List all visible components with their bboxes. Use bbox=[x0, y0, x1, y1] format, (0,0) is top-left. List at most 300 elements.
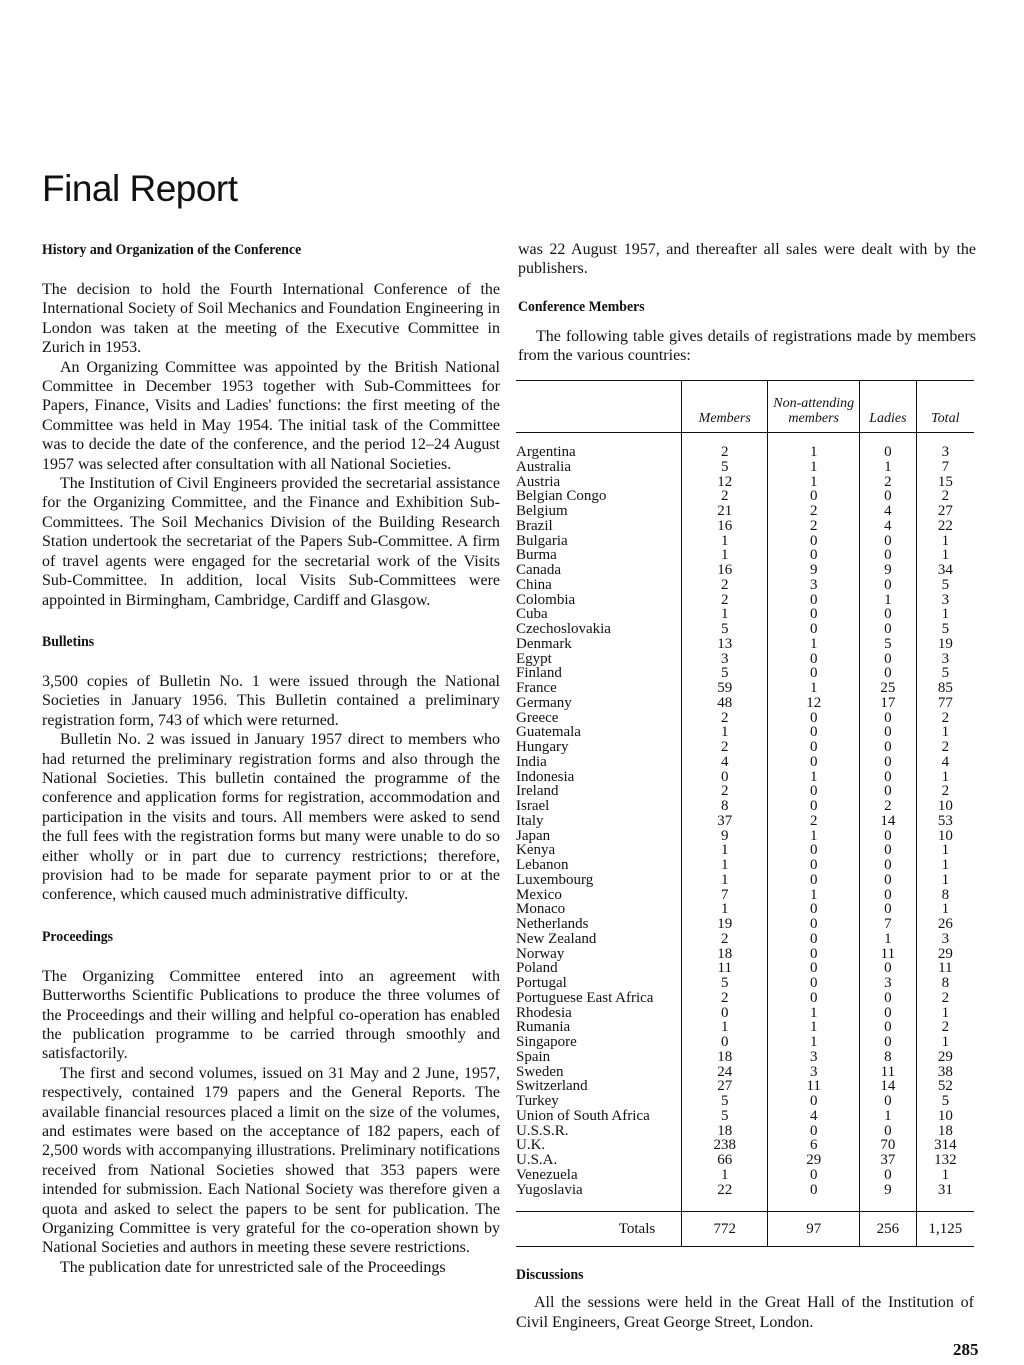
total-cell: 29 bbox=[916, 947, 974, 962]
country-cell: Argentina bbox=[516, 444, 576, 460]
total-cell: 18 bbox=[916, 1124, 974, 1139]
ladies-cell: 0 bbox=[860, 711, 916, 726]
non-attending-cell: 3 bbox=[768, 1050, 860, 1065]
total-cell: 11 bbox=[916, 961, 974, 976]
members-cell: 1 bbox=[682, 607, 768, 622]
country-cell: Finland bbox=[516, 665, 562, 682]
total-cell: 52 bbox=[916, 1079, 974, 1094]
ladies-cell: 0 bbox=[860, 991, 916, 1006]
members-heading: Conference Members bbox=[518, 298, 645, 315]
ladies-cell: 0 bbox=[860, 829, 916, 844]
table-row bbox=[516, 666, 974, 681]
non-attending-cell: 0 bbox=[768, 932, 860, 947]
proceedings-paragraph-2: The first and second volumes, issued on 31 May and 2 June, 1957, respectively, contained 179 papers and the General Reports. The available financial resources placed a limit on the size of the volumes, and estimates were based on the acceptance of 182 papers, each of 2,500 words with accompanying illustrations. Preliminary notifications received from National Societies showed that 353 papers were intended for submission. Each National Society was therefore given a quota and asked to select the papers to be sent for publication. The Organizing Committee is very grateful for the co-operation shown by National Societies and authors in meeting these severe restrictions. bbox=[42, 1064, 500, 1257]
members-cell: 1 bbox=[682, 548, 768, 563]
total-cell: 77 bbox=[916, 696, 974, 711]
ladies-cell: 5 bbox=[860, 637, 916, 652]
non-attending-cell: 0 bbox=[768, 593, 860, 608]
total-cell: 2 bbox=[916, 784, 974, 799]
members-cell: 12 bbox=[682, 475, 768, 490]
ladies-cell: 0 bbox=[860, 902, 916, 917]
total-cell: 5 bbox=[916, 578, 974, 593]
table-row bbox=[516, 1124, 974, 1139]
total-cell: 132 bbox=[916, 1153, 974, 1168]
ladies-cell: 1 bbox=[860, 1109, 916, 1124]
members-cell: 9 bbox=[682, 829, 768, 844]
members-cell: 5 bbox=[682, 976, 768, 991]
members-cell: 66 bbox=[682, 1153, 768, 1168]
ladies-cell: 0 bbox=[860, 740, 916, 755]
ladies-cell: 0 bbox=[860, 578, 916, 593]
total-cell: 2 bbox=[916, 740, 974, 755]
history-paragraph-3: The Institution of Civil Engineers provided the secretarial assistance for the Organizing Committee, and the Finance and Exhibition Sub-Committees. The Soil Mechanics Division of the Building Research Station undertook the secretariat of the Papers Sub-Committee. A firm of travel agents were engaged for the secretarial work of the Visits Sub-Committee. In addition, local Visits Sub-Committees were appointed in Birmingham, Cambridge, Cardiff and Glasgow. bbox=[42, 475, 500, 609]
members-cell: 13 bbox=[682, 637, 768, 652]
ladies-cell: 9 bbox=[860, 563, 916, 578]
ladies-cell: 0 bbox=[860, 1035, 916, 1050]
table-row bbox=[516, 622, 974, 637]
non-attending-cell: 0 bbox=[768, 622, 860, 637]
country-cell: Burma bbox=[516, 547, 557, 564]
page-number: 285 bbox=[953, 1340, 979, 1359]
members-cell: 5 bbox=[682, 1094, 768, 1109]
non-attending-cell: 0 bbox=[768, 1168, 860, 1183]
non-attending-cell: 0 bbox=[768, 961, 860, 976]
proceedings-paragraph-1: The Organizing Committee entered into an agreement with Butterworths Scientific Publications to produce the three volumes of the Proceedings and their willing and helpful co-operation has enabled the publication programme to be carried through smoothly and satisfactorily. bbox=[42, 967, 500, 1063]
ladies-cell: 0 bbox=[860, 873, 916, 888]
ladies-cell: 0 bbox=[860, 1094, 916, 1109]
total-cell: 3 bbox=[916, 652, 974, 667]
total-cell: 29 bbox=[916, 1050, 974, 1065]
table-row bbox=[516, 593, 974, 608]
table-row bbox=[516, 1020, 974, 1035]
members-cell: 2 bbox=[682, 445, 768, 460]
non-attending-cell: 0 bbox=[768, 711, 860, 726]
total-cell: 1 bbox=[916, 1168, 974, 1183]
table-row bbox=[516, 1153, 974, 1168]
country-cell: Portugal bbox=[516, 975, 567, 991]
left-column bbox=[42, 240, 500, 1277]
total-cell: 85 bbox=[916, 681, 974, 696]
members-cell: 2 bbox=[682, 489, 768, 504]
header-members: Members bbox=[682, 381, 768, 433]
country-cell: Norway bbox=[516, 945, 565, 962]
non-attending-cell: 3 bbox=[768, 578, 860, 593]
ladies-cell: 0 bbox=[860, 489, 916, 504]
ladies-cell: 1 bbox=[860, 593, 916, 608]
total-cell: 3 bbox=[916, 593, 974, 608]
proceedings-heading: Proceedings bbox=[42, 928, 114, 945]
non-attending-cell: 1 bbox=[768, 475, 860, 490]
discussions-text: All the sessions were held in the Great Hall of the Institution of Civil Engineers, Great George Street, London. bbox=[516, 1294, 974, 1331]
total-cell: 5 bbox=[916, 666, 974, 681]
table-row bbox=[516, 843, 974, 858]
ladies-cell: 70 bbox=[860, 1138, 916, 1153]
non-attending-cell: 0 bbox=[768, 873, 860, 888]
non-attending-cell: 11 bbox=[768, 1079, 860, 1094]
non-attending-cell: 0 bbox=[768, 755, 860, 770]
country-cell: Japan bbox=[516, 827, 551, 844]
ladies-cell: 14 bbox=[860, 1079, 916, 1094]
history-heading: History and Organization of the Conference bbox=[42, 242, 302, 258]
table-row bbox=[516, 681, 974, 696]
total-cell: 8 bbox=[916, 888, 974, 903]
non-attending-cell: 6 bbox=[768, 1138, 860, 1153]
table-row bbox=[516, 445, 974, 460]
members-cell: 27 bbox=[682, 1079, 768, 1094]
total-cell: 4 bbox=[916, 755, 974, 770]
ladies-cell: 7 bbox=[860, 917, 916, 932]
non-attending-cell: 1 bbox=[768, 1035, 860, 1050]
total-cell: 1 bbox=[916, 770, 974, 785]
ladies-cell: 2 bbox=[860, 799, 916, 814]
country-cell: France bbox=[516, 680, 557, 696]
country-cell: Denmark bbox=[516, 635, 572, 652]
non-attending-cell: 4 bbox=[768, 1109, 860, 1124]
non-attending-cell: 2 bbox=[768, 519, 860, 534]
table-row bbox=[516, 1035, 974, 1050]
members-cell: 2 bbox=[682, 593, 768, 608]
members-cell: 1 bbox=[682, 725, 768, 740]
total-cell: 27 bbox=[916, 504, 974, 519]
non-attending-cell: 1 bbox=[768, 637, 860, 652]
members-cell: 238 bbox=[682, 1138, 768, 1153]
ladies-cell: 0 bbox=[860, 888, 916, 903]
ladies-cell: 0 bbox=[860, 1006, 916, 1021]
ladies-cell: 17 bbox=[860, 696, 916, 711]
totals-non-attending: 97 bbox=[768, 1212, 860, 1247]
non-attending-cell: 1 bbox=[768, 1020, 860, 1035]
members-cell: 5 bbox=[682, 460, 768, 475]
ladies-cell: 0 bbox=[860, 534, 916, 549]
bulletins-heading: Bulletins bbox=[42, 633, 95, 650]
members-cell: 1 bbox=[682, 1168, 768, 1183]
total-cell: 34 bbox=[916, 563, 974, 578]
totals-members: 772 bbox=[682, 1212, 768, 1247]
table-row bbox=[516, 829, 974, 844]
total-cell: 2 bbox=[916, 1020, 974, 1035]
proceedings-paragraph-3: The publication date for unrestricted sale of the Proceedings bbox=[60, 1258, 446, 1276]
non-attending-cell: 0 bbox=[768, 917, 860, 932]
table-row bbox=[516, 902, 974, 917]
non-attending-cell: 1 bbox=[768, 445, 860, 460]
country-cell: Kenya bbox=[516, 842, 556, 859]
table-row bbox=[516, 799, 974, 814]
ladies-cell: 3 bbox=[860, 976, 916, 991]
total-cell: 2 bbox=[916, 991, 974, 1006]
members-cell: 21 bbox=[682, 504, 768, 519]
country-cell: Cuba bbox=[516, 606, 548, 623]
country-cell: Lebanon bbox=[516, 857, 569, 873]
country-cell: Indonesia bbox=[516, 768, 575, 785]
members-cell: 19 bbox=[682, 917, 768, 932]
ladies-cell: 0 bbox=[860, 1124, 916, 1139]
table-row bbox=[516, 1183, 974, 1198]
header-non-attending: Non-attending members bbox=[768, 381, 860, 433]
table-row bbox=[516, 637, 974, 652]
ladies-cell: 11 bbox=[860, 1065, 916, 1080]
table-row bbox=[516, 873, 974, 888]
country-cell: Bulgaria bbox=[516, 532, 568, 549]
table-row bbox=[516, 932, 974, 947]
total-cell: 1 bbox=[916, 858, 974, 873]
ladies-cell: 0 bbox=[860, 770, 916, 785]
non-attending-cell: 0 bbox=[768, 947, 860, 962]
table-row bbox=[516, 652, 974, 667]
totals-row bbox=[516, 1212, 974, 1247]
non-attending-cell: 0 bbox=[768, 799, 860, 814]
country-cell: Canada bbox=[516, 562, 561, 578]
total-cell: 1 bbox=[916, 843, 974, 858]
country-cell: Mexico bbox=[516, 886, 562, 903]
members-cell: 3 bbox=[682, 652, 768, 667]
table-row bbox=[516, 1006, 974, 1021]
country-cell: Yugoslavia bbox=[516, 1181, 583, 1198]
totals-total: 1,125 bbox=[916, 1212, 974, 1247]
members-cell: 2 bbox=[682, 991, 768, 1006]
members-cell: 1 bbox=[682, 1020, 768, 1035]
total-cell: 1 bbox=[916, 902, 974, 917]
total-cell: 5 bbox=[916, 1094, 974, 1109]
ladies-cell: 0 bbox=[860, 843, 916, 858]
non-attending-cell: 1 bbox=[768, 888, 860, 903]
table-row bbox=[516, 1168, 974, 1183]
country-cell: Venezuela bbox=[516, 1166, 578, 1183]
country-cell: Poland bbox=[516, 960, 558, 977]
total-cell: 10 bbox=[916, 829, 974, 844]
totals-label: Totals bbox=[516, 1212, 682, 1247]
table-row bbox=[516, 814, 974, 829]
ladies-cell: 0 bbox=[860, 622, 916, 637]
ladies-cell: 37 bbox=[860, 1153, 916, 1168]
country-cell: Colombia bbox=[516, 591, 576, 608]
members-cell: 16 bbox=[682, 563, 768, 578]
ladies-cell: 4 bbox=[860, 519, 916, 534]
total-cell: 1 bbox=[916, 534, 974, 549]
non-attending-cell: 1 bbox=[768, 829, 860, 844]
table-row bbox=[516, 711, 974, 726]
ladies-cell: 0 bbox=[860, 607, 916, 622]
ladies-cell: 25 bbox=[860, 681, 916, 696]
country-cell: Greece bbox=[516, 709, 559, 726]
total-cell: 1 bbox=[916, 725, 974, 740]
continuation-text: was 22 August 1957, and thereafter all sales were dealt with by the publishers. bbox=[518, 241, 976, 278]
members-intro: The following table gives details of registrations made by members from the various countries: bbox=[518, 327, 976, 365]
country-cell: Rumania bbox=[516, 1019, 571, 1036]
members-cell: 4 bbox=[682, 755, 768, 770]
members-cell: 1 bbox=[682, 873, 768, 888]
table-row bbox=[516, 1138, 974, 1153]
table-row bbox=[516, 696, 974, 711]
total-cell: 1 bbox=[916, 1006, 974, 1021]
ladies-cell: 14 bbox=[860, 814, 916, 829]
members-cell: 18 bbox=[682, 947, 768, 962]
country-cell: Israel bbox=[516, 798, 550, 814]
ladies-cell: 2 bbox=[860, 475, 916, 490]
country-cell: India bbox=[516, 753, 547, 770]
page-title: Final Report bbox=[42, 168, 238, 209]
members-cell: 2 bbox=[682, 784, 768, 799]
non-attending-cell: 0 bbox=[768, 548, 860, 563]
table-row bbox=[516, 770, 974, 785]
members-cell: 1 bbox=[682, 534, 768, 549]
country-cell: U.S.A. bbox=[516, 1152, 558, 1168]
total-cell: 1 bbox=[916, 1035, 974, 1050]
members-cell: 5 bbox=[682, 1109, 768, 1124]
table-row bbox=[516, 725, 974, 740]
non-attending-cell: 0 bbox=[768, 534, 860, 549]
non-attending-cell: 0 bbox=[768, 976, 860, 991]
members-cell: 5 bbox=[682, 666, 768, 681]
right-column bbox=[518, 240, 976, 366]
total-cell: 8 bbox=[916, 976, 974, 991]
members-cell: 2 bbox=[682, 740, 768, 755]
table-row bbox=[516, 1094, 974, 1109]
non-attending-cell: 0 bbox=[768, 740, 860, 755]
members-cell: 48 bbox=[682, 696, 768, 711]
total-cell: 7 bbox=[916, 460, 974, 475]
country-cell: Spain bbox=[516, 1048, 551, 1065]
registration-table bbox=[516, 380, 974, 1332]
country-cell: Hungary bbox=[516, 739, 569, 755]
non-attending-cell: 0 bbox=[768, 725, 860, 740]
ladies-cell: 4 bbox=[860, 504, 916, 519]
table-row bbox=[516, 504, 974, 519]
non-attending-cell: 0 bbox=[768, 666, 860, 681]
total-cell: 1 bbox=[916, 548, 974, 563]
members-cell: 1 bbox=[682, 858, 768, 873]
country-cell: Monaco bbox=[516, 901, 566, 918]
members-cell: 0 bbox=[682, 770, 768, 785]
total-cell: 1 bbox=[916, 607, 974, 622]
ladies-cell: 9 bbox=[860, 1183, 916, 1198]
table-row bbox=[516, 784, 974, 799]
table-row bbox=[516, 1079, 974, 1094]
non-attending-cell: 0 bbox=[768, 991, 860, 1006]
table-row bbox=[516, 460, 974, 475]
country-cell: Ireland bbox=[516, 783, 559, 800]
total-cell: 10 bbox=[916, 1109, 974, 1124]
total-cell: 314 bbox=[916, 1138, 974, 1153]
non-attending-cell: 1 bbox=[768, 770, 860, 785]
members-cell: 2 bbox=[682, 578, 768, 593]
non-attending-cell: 0 bbox=[768, 1094, 860, 1109]
table-row bbox=[516, 475, 974, 490]
total-cell: 3 bbox=[916, 932, 974, 947]
table-row bbox=[516, 917, 974, 932]
country-cell: Czechoslovakia bbox=[516, 621, 611, 637]
members-cell: 5 bbox=[682, 622, 768, 637]
non-attending-cell: 0 bbox=[768, 1183, 860, 1198]
country-cell: Germany bbox=[516, 694, 572, 711]
members-cell: 22 bbox=[682, 1183, 768, 1198]
ladies-cell: 0 bbox=[860, 548, 916, 563]
table-row bbox=[516, 607, 974, 622]
country-cell: China bbox=[516, 576, 552, 593]
total-cell: 31 bbox=[916, 1183, 974, 1198]
country-cell: Singapore bbox=[516, 1034, 577, 1050]
total-cell: 53 bbox=[916, 814, 974, 829]
country-cell: Egypt bbox=[516, 650, 552, 667]
non-attending-cell: 1 bbox=[768, 1006, 860, 1021]
non-attending-cell: 1 bbox=[768, 460, 860, 475]
ladies-cell: 0 bbox=[860, 784, 916, 799]
members-cell: 8 bbox=[682, 799, 768, 814]
ladies-cell: 0 bbox=[860, 858, 916, 873]
ladies-cell: 0 bbox=[860, 1020, 916, 1035]
total-cell: 19 bbox=[916, 637, 974, 652]
table-row bbox=[516, 578, 974, 593]
members-cell: 2 bbox=[682, 711, 768, 726]
country-cell: U.S.S.R. bbox=[516, 1122, 569, 1139]
non-attending-cell: 0 bbox=[768, 858, 860, 873]
members-cell: 18 bbox=[682, 1124, 768, 1139]
non-attending-cell: 2 bbox=[768, 504, 860, 519]
members-cell: 0 bbox=[682, 1035, 768, 1050]
ladies-cell: 0 bbox=[860, 755, 916, 770]
ladies-cell: 0 bbox=[860, 1168, 916, 1183]
table-row bbox=[516, 534, 974, 549]
members-cell: 16 bbox=[682, 519, 768, 534]
table-row bbox=[516, 489, 974, 504]
ladies-cell: 0 bbox=[860, 652, 916, 667]
non-attending-cell: 0 bbox=[768, 1124, 860, 1139]
members-cell: 37 bbox=[682, 814, 768, 829]
non-attending-cell: 9 bbox=[768, 563, 860, 578]
country-cell: Union of South Africa bbox=[516, 1107, 650, 1124]
non-attending-cell: 0 bbox=[768, 902, 860, 917]
discussions-heading: Discussions bbox=[516, 1267, 584, 1284]
ladies-cell: 11 bbox=[860, 947, 916, 962]
non-attending-cell: 0 bbox=[768, 784, 860, 799]
non-attending-cell: 29 bbox=[768, 1153, 860, 1168]
table-row bbox=[516, 740, 974, 755]
country-cell: Switzerland bbox=[516, 1078, 588, 1095]
ladies-cell: 0 bbox=[860, 725, 916, 740]
table-row bbox=[516, 755, 974, 770]
total-cell: 22 bbox=[916, 519, 974, 534]
ladies-cell: 0 bbox=[860, 666, 916, 681]
country-cell: Australia bbox=[516, 458, 571, 475]
history-paragraph-2: An Organizing Committee was appointed by the British National Committee in December 1953 together with Sub-Committees for Papers, Finance, Visits and Ladies' functions: the first meeting of the Committee was held in May 1954. The initial task of the Committee was to decide the date of the conference, and the period 12–24 August 1957 was selected after consultation with all National Societies. bbox=[42, 358, 500, 473]
members-cell: 11 bbox=[682, 961, 768, 976]
country-cell: Guatemala bbox=[516, 724, 581, 741]
table-row bbox=[516, 961, 974, 976]
table-row bbox=[516, 1109, 974, 1124]
total-cell: 38 bbox=[916, 1065, 974, 1080]
non-attending-cell: 3 bbox=[768, 1065, 860, 1080]
non-attending-cell: 0 bbox=[768, 652, 860, 667]
country-cell: Turkey bbox=[516, 1093, 559, 1109]
table-row bbox=[516, 947, 974, 962]
ladies-cell: 0 bbox=[860, 961, 916, 976]
country-cell: Austria bbox=[516, 473, 561, 490]
members-cell: 0 bbox=[682, 1006, 768, 1021]
non-attending-cell: 0 bbox=[768, 843, 860, 858]
total-cell: 26 bbox=[916, 917, 974, 932]
total-cell: 5 bbox=[916, 622, 974, 637]
members-cell: 2 bbox=[682, 932, 768, 947]
table-row bbox=[516, 563, 974, 578]
members-cell: 7 bbox=[682, 888, 768, 903]
members-cell: 59 bbox=[682, 681, 768, 696]
members-cell: 24 bbox=[682, 1065, 768, 1080]
country-cell: U.K. bbox=[516, 1137, 546, 1154]
ladies-cell: 0 bbox=[860, 445, 916, 460]
table-row bbox=[516, 888, 974, 903]
table-row bbox=[516, 991, 974, 1006]
country-cell: Netherlands bbox=[516, 916, 589, 932]
history-paragraph-1: The decision to hold the Fourth International Conference of the International Society of Soil Mechanics and Foundation Engineering in London was taken at the meeting of the Executive Committee in Zurich in 1953. bbox=[42, 281, 500, 357]
